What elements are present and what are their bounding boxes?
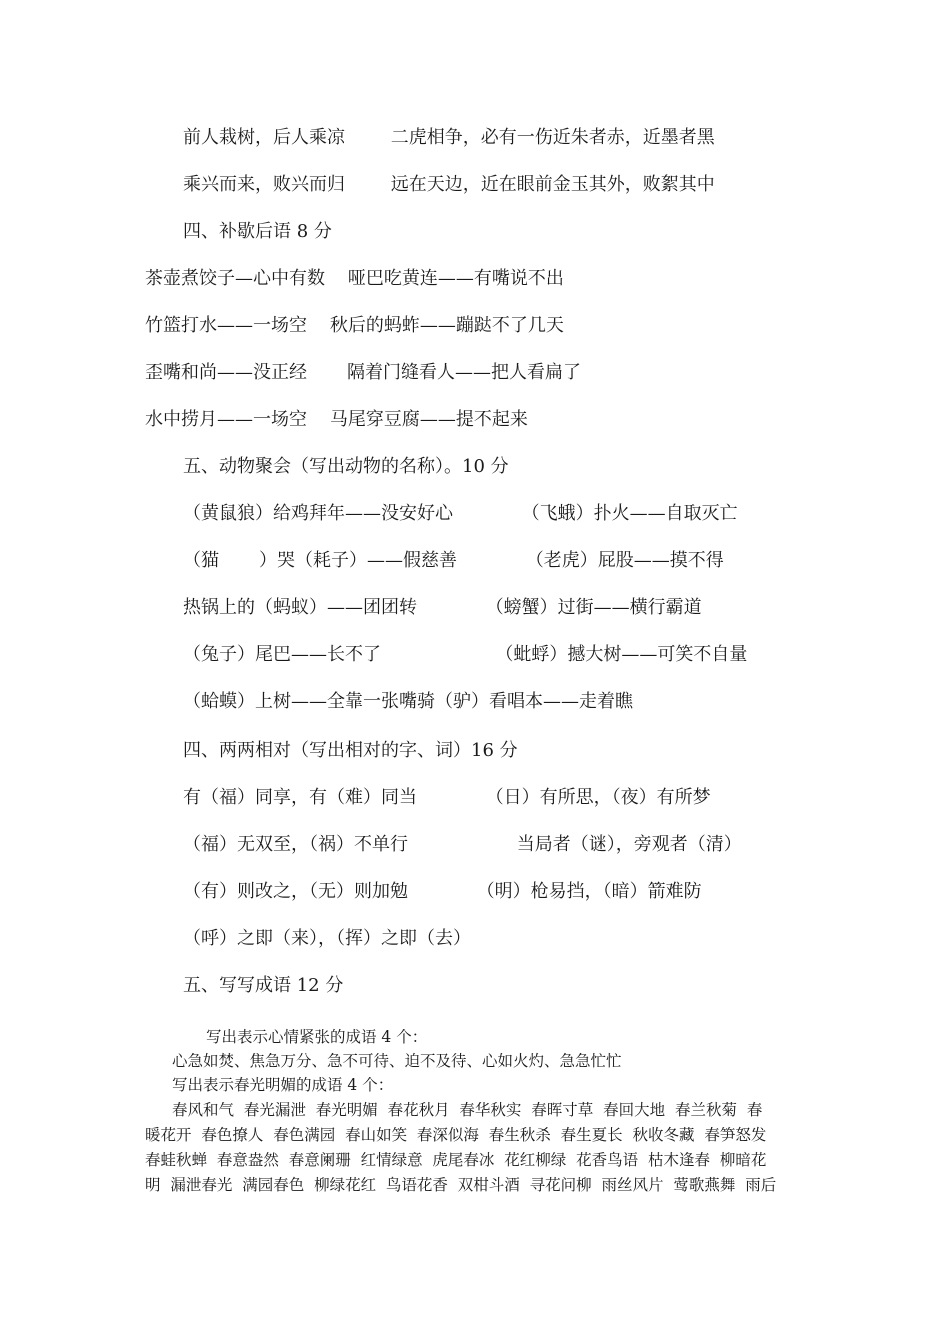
text-line: 茶壶煮饺子—心中有数 哑巴吃黄连——有嘴说不出 [145,268,564,289]
text-line: 歪嘴和尚——没正经 隔着门缝看人——把人看扁了 [145,362,582,383]
text-line: （有）则改之，（无）则加勉 （明）枪易挡，（暗）箭难防 [183,881,702,902]
text-line: 竹篮打水——一场空 秋后的蚂蚱——蹦跶不了几天 [145,315,564,336]
text-line: （猫 ）哭（耗子）——假慈善 （老虎）屁股——摸不得 [183,550,724,571]
text-line: 乘兴而来，败兴而归 远在天边，近在眼前金玉其外，败絮其中 [183,174,715,195]
answer-line: 明 漏泄春光 满园春色 柳绿花红 鸟语花香 双柑斗酒 寻花问柳 雨丝风片 莺歌燕舞 雨后 [145,1176,777,1194]
prompt-line: 写出表示心情紧张的成语 4 个： [206,1028,428,1046]
text-line: 前人栽树，后人乘凉 二虎相争，必有一伤近朱者赤，近墨者黑 [183,127,715,148]
answer-line: 春蛙秋蝉 春意盎然 春意阑珊 红情绿意 虎尾春冰 花红柳绿 花香鸟语 枯木逢春 柳暗花 [145,1151,767,1169]
text-line: （兔子）尾巴——长不了 （蚍蜉）撼大树——可笑不自量 [183,644,748,665]
answer-line: 暖花开 春色撩人 春色满园 春山如笑 春深似海 春生秋杀 春生夏长 秋收冬藏 春笋怒发 [145,1126,767,1144]
text-line: （呼）之即（来），（挥）之即（去） [183,928,471,949]
text-line: （蛤蟆）上树——全靠一张嘴骑（驴）看唱本——走着瞧 [183,691,633,712]
section-heading: 四、两两相对（写出相对的字、词）16 分 [183,740,518,761]
text-line: 热锅上的（蚂蚁）——团团转 （螃蟹）过街——横行霸道 [183,597,702,618]
prompt-line: 写出表示春光明媚的成语 4 个： [172,1076,394,1094]
answer-line: 心急如焚、焦急万分、急不可待、迫不及待、心如火灼、急急忙忙 [172,1052,622,1070]
text-line: （黄鼠狼）给鸡拜年——没安好心 （飞蛾）扑火——自取灭亡 [183,503,738,524]
answer-line: 春风和气 春光漏泄 春光明媚 春花秋月 春华秋实 春晖寸草 春回大地 春兰秋菊 春 [172,1101,763,1119]
text-line: 水中捞月——一场空 马尾穿豆腐——提不起来 [145,409,528,430]
text-line: 有（福）同享，有（难）同当 （日）有所思，（夜）有所梦 [183,787,711,808]
section-heading: 四、补歇后语 8 分 [183,221,332,242]
section-heading: 五、动物聚会（写出动物的名称）。10 分 [183,456,509,477]
section-heading: 五、写写成语 12 分 [183,975,344,996]
text-line: （福）无双至，（祸）不单行 当局者（谜），旁观者（清） [183,834,742,855]
